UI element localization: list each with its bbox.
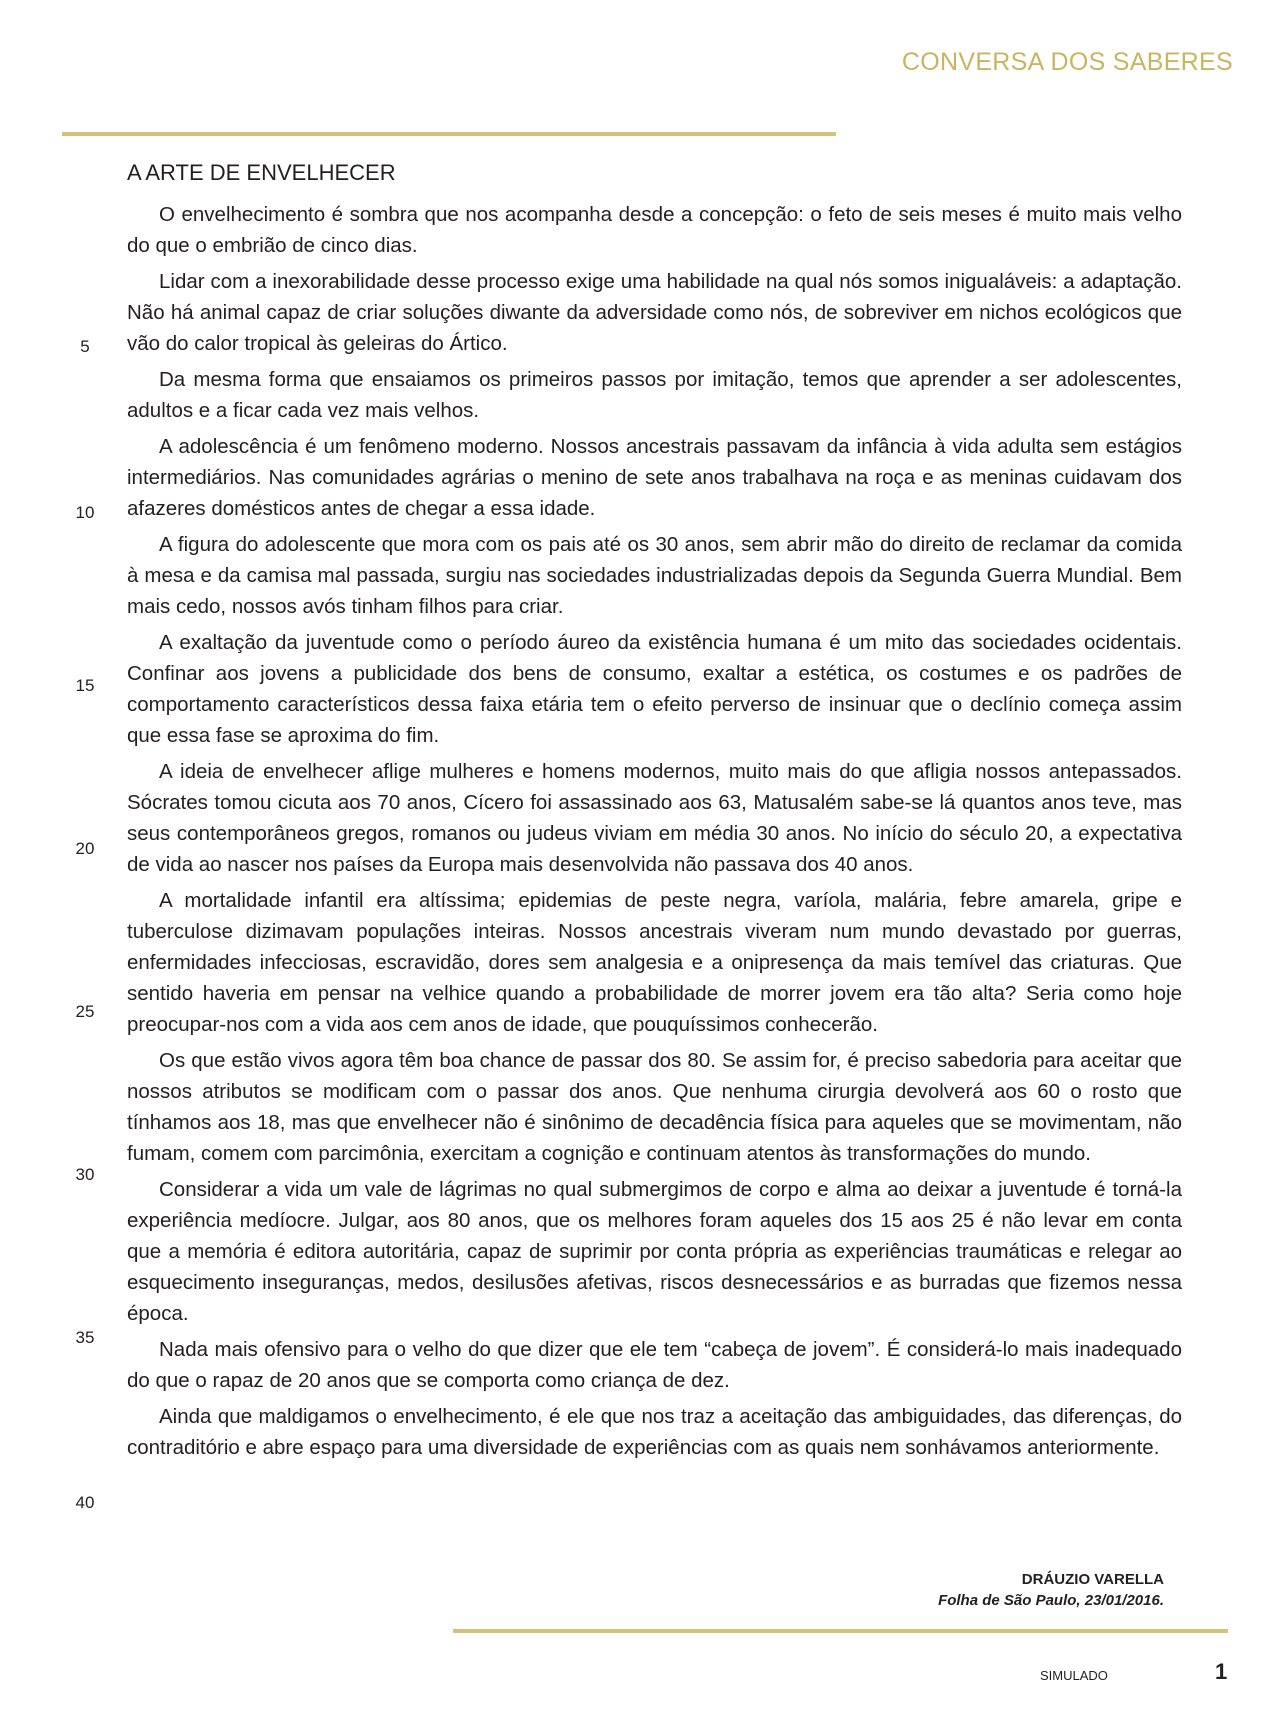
paragraph-8: A mortalidade infantil era altíssima; epidemias de peste negra, varíola, malária, febre amarela, gripe e tuberculose dizimavam populações inteiras. Nossos ancestrais viveram num mundo devastado por guerras, enfermidades infecciosas, escravidão, dores sem analgesia e a onipresença da mais temível das criaturas. Que sentido haveria em pensar na velhice quando a probabilidade de morrer jovem era tão alta? Seria como hoje preocupar-nos com a vida aos cem anos de idade, que pouquíssimos conhecerão.: [127, 889, 1182, 1036]
section-title: CONVERSA DOS SABERES: [901, 48, 1233, 76]
paragraph-1: O envelhecimento é sombra que nos acompanha desde a concepção: o feto de seis meses é muito mais velho do que o embrião de cinco dias.: [127, 203, 1182, 257]
line-number-30: 30: [75, 1165, 95, 1184]
footer-label: SIMULADO: [1040, 1668, 1108, 1683]
paragraph-6: A exaltação da juventude como o período áureo da existência humana é um mito das sociedades ocidentais. Confinar aos jovens a publicidade dos bens de consumo, exaltar a estética, os costumes e os padrões de comportamento característicos dessa faixa etária tem o efeito perverso de insinuar que o declínio começa assim que essa fase se aproxima do fim.: [127, 631, 1182, 747]
paragraph-4: A adolescência é um fenômeno moderno. Nossos ancestrais passavam da infância à vida adulta sem estágios intermediários. Nas comunidades agrárias o menino de sete anos trabalhava na roça e as meninas cuidavam dos afazeres domésticos antes de chegar a essa idade.: [127, 435, 1182, 520]
line-number-20: 20: [75, 839, 95, 858]
line-number-15: 15: [75, 676, 95, 695]
paragraph-5: A figura do adolescente que mora com os pais até os 30 anos, sem abrir mão do direito de reclamar da comida à mesa e da camisa mal passada, surgiu nas sociedades industrializadas depois da Segunda Guerra Mundial. Bem mais cedo, nossos avós tinham filhos para criar.: [127, 533, 1182, 618]
paragraph-3: Da mesma forma que ensaiamos os primeiros passos por imitação, temos que aprender a ser adolescentes, adultos e a ficar cada vez mais velhos.: [127, 368, 1182, 422]
article-body: [127, 199, 1182, 1468]
top-rule: [62, 132, 836, 136]
paragraph-12: Ainda que maldigamos o envelhecimento, é ele que nos traz a aceitação das ambiguidades, das diferenças, do contraditório e abre espaço para uma diversidade de experiências com as quais nem sonhávamos anteriormente.: [127, 1405, 1182, 1459]
line-number-40: 40: [75, 1493, 95, 1512]
paragraph-11: Nada mais ofensivo para o velho do que dizer que ele tem “cabeça de jovem”. É considerá-lo mais inadequado do que o rapaz de 20 anos que se comporta como criança de dez.: [127, 1338, 1182, 1392]
article-title: A ARTE DE ENVELHECER: [127, 160, 396, 185]
bottom-rule: [453, 1629, 1228, 1633]
line-number-10: 10: [75, 503, 95, 522]
paragraph-7: A ideia de envelhecer aflige mulheres e homens modernos, muito mais do que afligia nossos antepassados. Sócrates tomou cicuta aos 70 anos, Cícero foi assassinado aos 63, Matusalém sabe-se lá quantos anos teve, mas seus contemporâneos gregos, romanos ou judeus viviam em média 30 anos. No início do século 20, a expectativa de vida ao nascer nos países da Europa mais desenvolvida não passava dos 40 anos.: [127, 760, 1182, 876]
paragraph-10: Considerar a vida um vale de lágrimas no qual submergimos de corpo e alma ao deixar a juventude é torná-la experiência medíocre. Julgar, aos 80 anos, que os melhores foram aqueles dos 15 aos 25 é não levar em conta que a memória é editora autoritária, capaz de suprimir por conta própria as experiências traumáticas e relegar ao esquecimento inseguranças, medos, desilusões afetivas, riscos desnecessários e as burradas que fizemos nessa época.: [127, 1178, 1182, 1325]
paragraph-2: Lidar com a inexorabilidade desse processo exige uma habilidade na qual nós somos inigualáveis: a adaptação. Não há animal capaz de criar soluções diwante da adversidade como nós, de sobreviver em nichos ecológicos que vão do calor tropical às geleiras do Ártico.: [127, 270, 1182, 355]
author-name: DRÁUZIO VARELLA: [1021, 1571, 1164, 1588]
line-number-5: 5: [80, 337, 90, 356]
page-number: 1: [1215, 1659, 1228, 1684]
paragraph-9: Os que estão vivos agora têm boa chance de passar dos 80. Se assim for, é preciso sabedoria para aceitar que nossos atributos se modificam com o passar dos anos. Que nenhuma cirurgia devolverá aos 60 o rosto que tínhamos aos 18, mas que envelhecer não é sinônimo de decadência física para aqueles que se movimentam, não fumam, comem com parcimônia, exercitam a cognição e continuam atentos às transformações do mundo.: [127, 1049, 1182, 1165]
line-number-25: 25: [75, 1002, 95, 1021]
line-number-35: 35: [75, 1328, 95, 1347]
source-citation: Folha de São Paulo, 23/01/2016.: [938, 1592, 1164, 1609]
